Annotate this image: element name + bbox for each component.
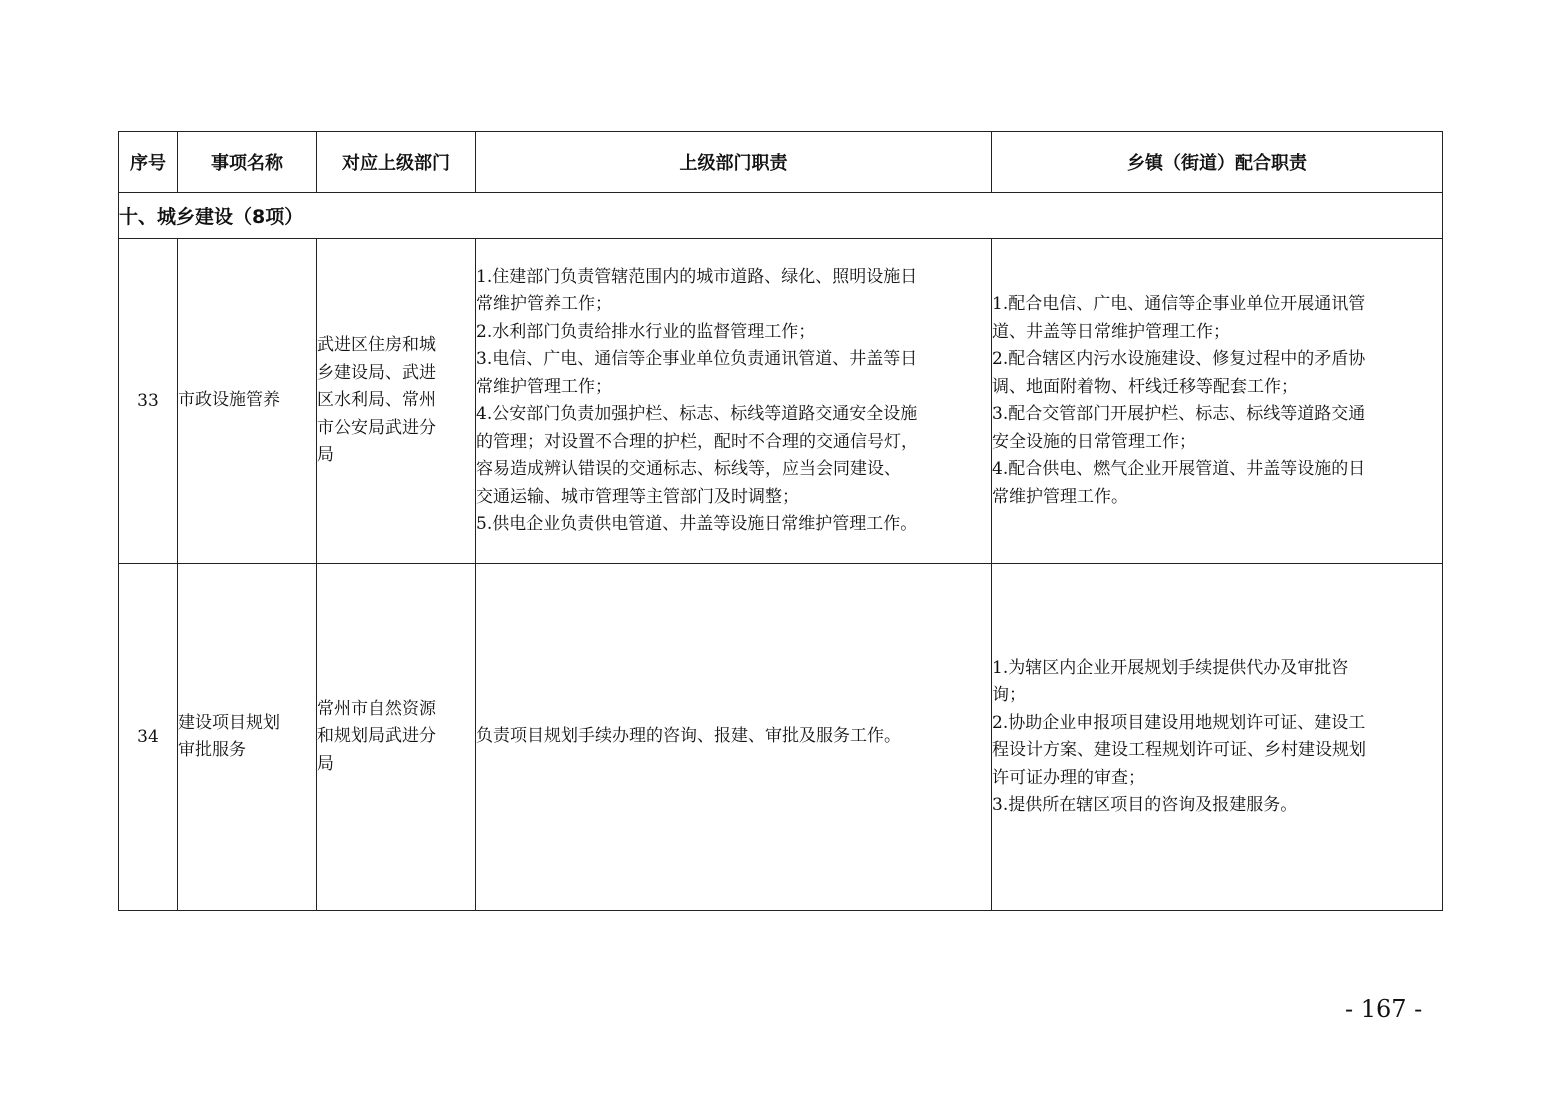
text-line: 5.供电企业负责供电管道、井盖等设施日常维护管理工作。 xyxy=(476,514,918,534)
text-line: 1.住建部门负责管辖范围内的城市道路、绿化、照明设施日 xyxy=(476,266,918,287)
text-line: 常维护管养工作； xyxy=(476,294,612,314)
row-town xyxy=(992,564,1443,911)
text-line: 市政设施管养 xyxy=(178,390,280,411)
page-number: - 167 - xyxy=(1345,995,1423,1023)
text-line: 负责项目规划手续办理的咨询、报建、审批及服务工作。 xyxy=(476,726,901,747)
header-duty: 上级部门职责 xyxy=(476,132,992,193)
text-line: 许可证办理的审查； xyxy=(992,767,1145,788)
text-line: 3.提供所在辖区项目的咨询及报建服务。 xyxy=(992,795,1298,815)
text-line: 询； xyxy=(992,685,1026,705)
text-line: 程设计方案、建设工程规划许可证、乡村建设规划 xyxy=(992,740,1366,760)
text-line: 局 xyxy=(317,445,334,466)
row-duty xyxy=(476,239,992,564)
header-town: 乡镇（街道）配合职责 xyxy=(992,132,1443,193)
duty-table xyxy=(118,131,1443,911)
text-line: 局 xyxy=(317,753,334,774)
table-row xyxy=(119,564,1443,911)
text-line: 常维护管理工作； xyxy=(476,376,612,397)
section-title: 十、城乡建设（8项） xyxy=(119,193,1443,239)
text-line: 道、井盖等日常维护管理工作； xyxy=(992,321,1230,342)
row-name xyxy=(178,239,317,564)
row-name xyxy=(178,564,317,911)
header-seq: 序号 xyxy=(119,132,178,193)
text-line: 乡建设局、武进 xyxy=(317,362,436,383)
text-line: 2.配合辖区内污水设施建设、修复过程中的矛盾协 xyxy=(992,349,1366,369)
text-line: 市公安局武进分 xyxy=(317,417,436,438)
row-seq: 34 xyxy=(119,564,178,911)
section-row xyxy=(119,193,1443,239)
text-line: 的管理；对设置不合理的护栏，配时不合理的交通信号灯， xyxy=(476,431,918,452)
text-line: 2.水利部门负责给排水行业的监督管理工作； xyxy=(476,321,816,342)
row-duty xyxy=(476,564,992,911)
text-line: 建设项目规划 xyxy=(178,712,280,733)
text-line: 3.电信、广电、通信等企事业单位负责通讯管道、井盖等日 xyxy=(476,349,918,369)
text-line: 调、地面附着物、杆线迁移等配套工作； xyxy=(992,376,1298,397)
text-line: 交通运输、城市管理等主管部门及时调整； xyxy=(476,486,799,507)
text-line: 1.为辖区内企业开展规划手续提供代办及审批咨 xyxy=(992,657,1349,678)
header-row xyxy=(119,132,1443,193)
text-line: 审批服务 xyxy=(178,740,246,760)
text-line: 常州市自然资源 xyxy=(317,698,436,719)
row-dept xyxy=(317,239,476,564)
text-line: 武进区住房和城 xyxy=(317,335,436,356)
header-name: 事项名称 xyxy=(178,132,317,193)
text-line: 安全设施的日常管理工作； xyxy=(992,431,1196,452)
row-dept xyxy=(317,564,476,911)
text-line: 和规划局武进分 xyxy=(317,726,436,747)
text-line: 常维护管理工作。 xyxy=(992,486,1128,507)
text-line: 区水利局、常州 xyxy=(317,390,436,411)
text-line: 4.公安部门负责加强护栏、标志、标线等道路交通安全设施 xyxy=(476,404,918,424)
text-line: 2.协助企业申报项目建设用地规划许可证、建设工 xyxy=(992,712,1366,733)
text-line: 容易造成辨认错误的交通标志、标线等，应当会同建设、 xyxy=(476,459,901,479)
text-line: 3.配合交管部门开展护栏、标志、标线等道路交通 xyxy=(992,404,1366,424)
table-row xyxy=(119,239,1443,564)
row-town xyxy=(992,239,1443,564)
row-seq: 33 xyxy=(119,239,178,564)
header-dept: 对应上级部门 xyxy=(317,132,476,193)
text-line: 1.配合电信、广电、通信等企事业单位开展通讯管 xyxy=(992,294,1366,314)
text-line: 4.配合供电、燃气企业开展管道、井盖等设施的日 xyxy=(992,459,1366,479)
